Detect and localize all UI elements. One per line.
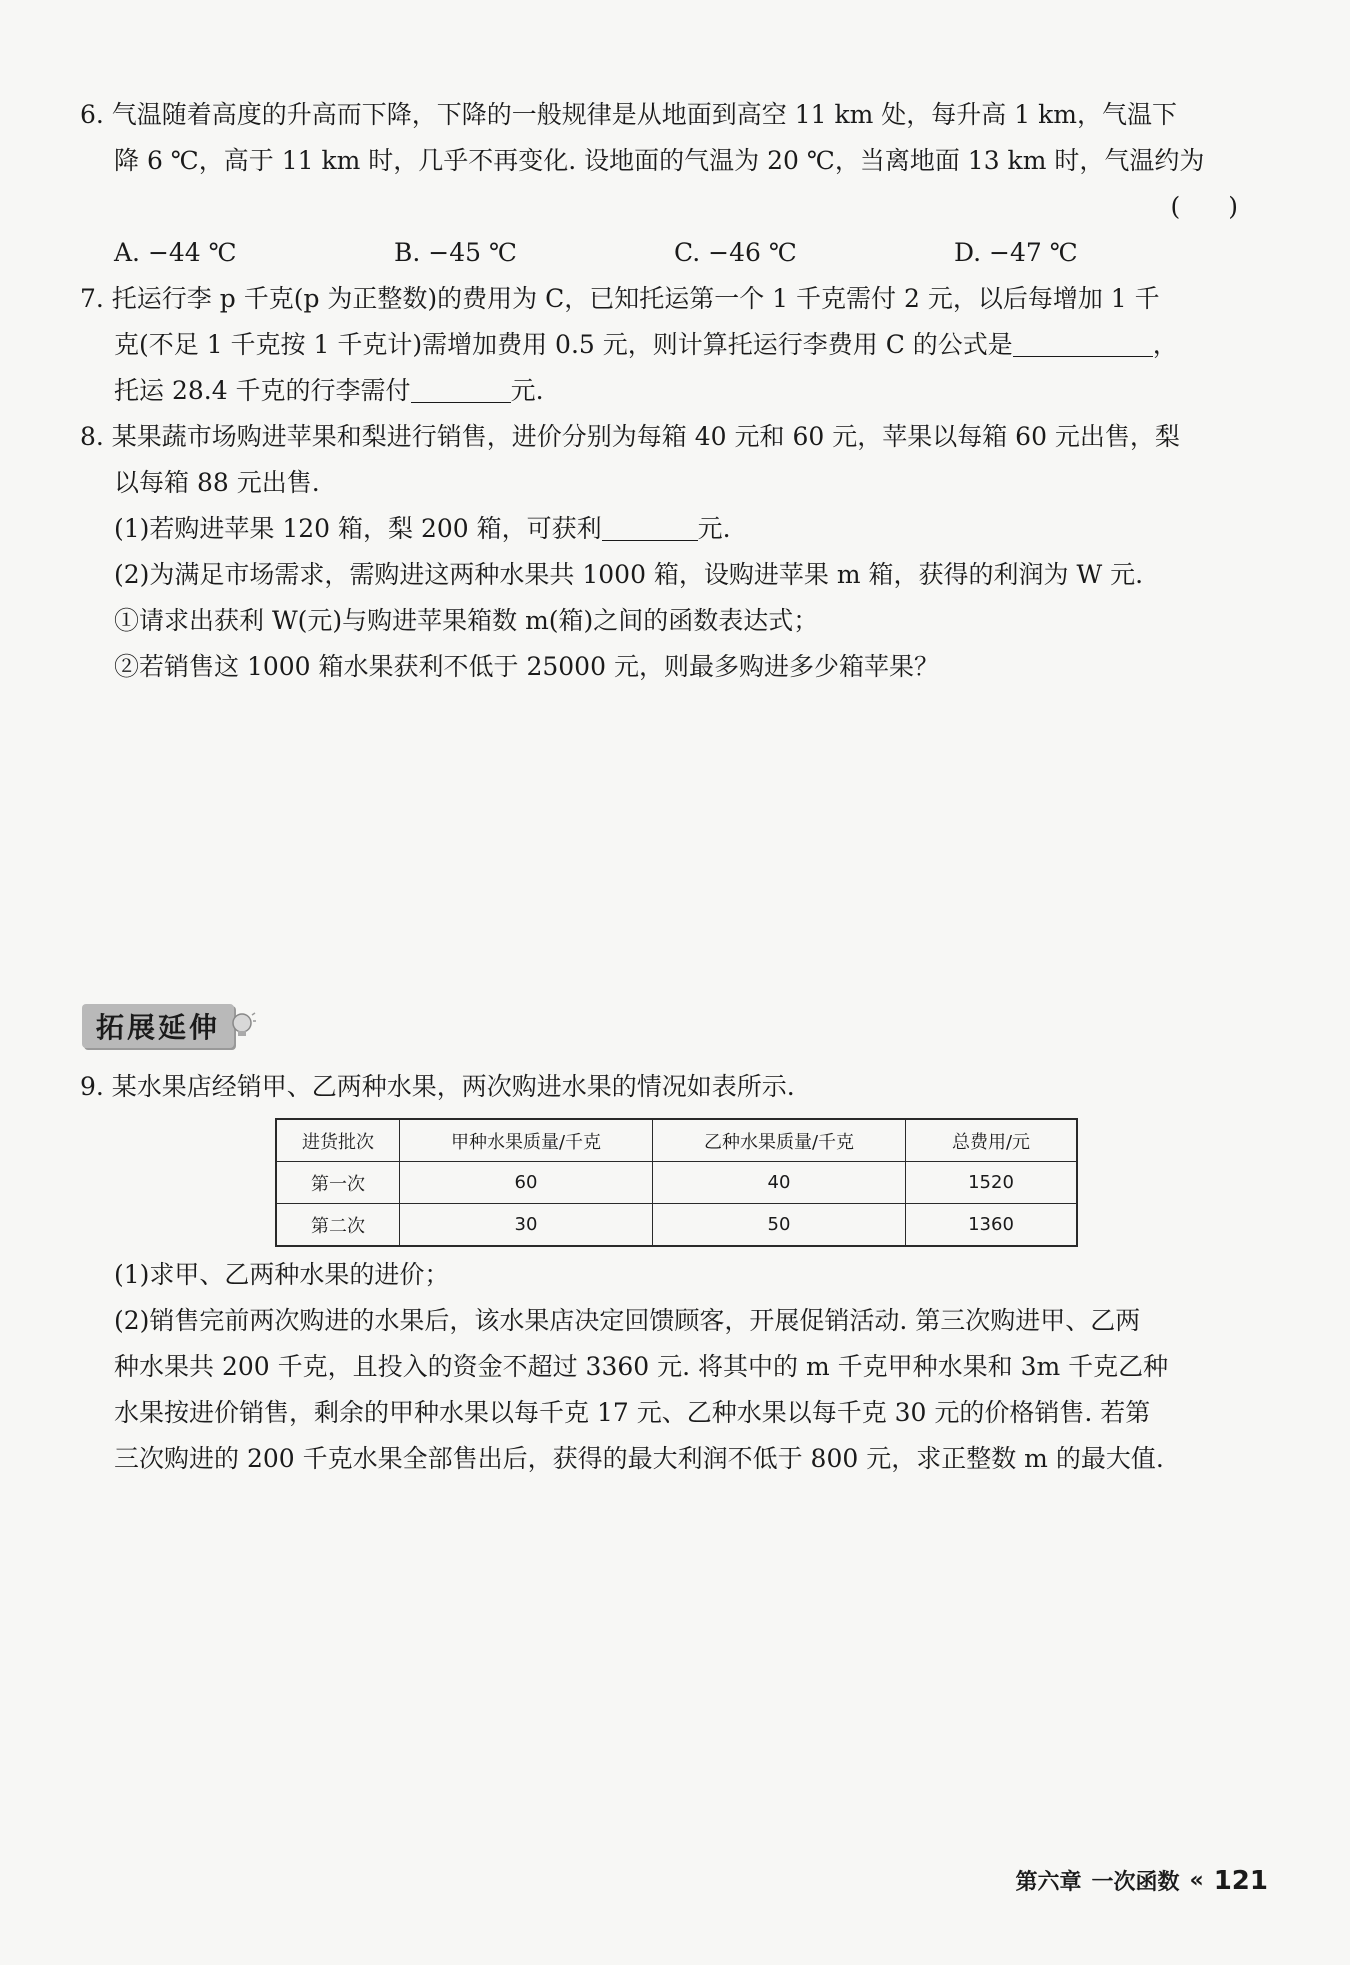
q8-part-2a: ①请求出获利 W(元)与购进苹果箱数 m(箱)之间的函数表达式； xyxy=(114,606,819,635)
q6-choice-c: C. −46 ℃ xyxy=(674,238,797,267)
q7-line-3-end: 元. xyxy=(510,376,544,405)
q6-choices xyxy=(80,230,1260,276)
q8-part-2b: ②若销售这 1000 箱水果获利不低于 25000 元，则最多购进多少箱苹果？ xyxy=(114,652,939,681)
q8-part-1-text: (1)若购进苹果 120 箱，梨 200 箱，可获利 xyxy=(114,514,602,543)
table-cell: 30 xyxy=(400,1204,653,1247)
question-8 xyxy=(80,414,1260,690)
question-6 xyxy=(80,92,1260,276)
section-title: 拓展延伸 xyxy=(82,1004,234,1048)
q8-part-1 xyxy=(80,506,1260,552)
q7-formula-blank[interactable] xyxy=(1013,332,1153,357)
q8-line-2: 以每箱 88 元出售. xyxy=(114,468,320,497)
q7-line-2-text: 克(不足 1 千克按 1 千克计)需增加费用 0.5 元，则计算托运行李费用 C 的公式是 xyxy=(114,330,1013,359)
q6-choice-a: A. −44 ℃ xyxy=(114,238,237,267)
page-number: 121 xyxy=(1213,1865,1268,1896)
table-cell: 第二次 xyxy=(276,1204,400,1247)
q9-part-2-line-3: 水果按进价销售，剩余的甲种水果以每千克 17 元、乙种水果以每千克 30 元的价格销售. 若第 xyxy=(114,1398,1151,1427)
purchase-table xyxy=(275,1118,1078,1247)
q9-part-1: (1)求甲、乙两种水果的进价； xyxy=(114,1260,450,1289)
q6-choice-b: B. −45 ℃ xyxy=(394,238,517,267)
q8-profit-blank[interactable] xyxy=(602,516,698,541)
table-cell: 1520 xyxy=(906,1162,1078,1204)
table-cell: 60 xyxy=(400,1162,653,1204)
section-badge xyxy=(82,1003,256,1049)
table-header-row xyxy=(276,1119,1077,1162)
chapter-label: 第六章 xyxy=(1015,1870,1082,1895)
table-header-cell: 乙种水果质量/千克 xyxy=(653,1119,906,1162)
table-cell: 40 xyxy=(653,1162,906,1204)
table-cell: 1360 xyxy=(906,1204,1078,1247)
page-footer xyxy=(1015,1865,1268,1896)
question-9 xyxy=(80,1064,1260,1110)
chapter-title: 一次函数 xyxy=(1091,1870,1180,1895)
table-row xyxy=(276,1204,1077,1247)
question-9-parts xyxy=(80,1252,1260,1482)
double-chevron-icon: « xyxy=(1189,1868,1204,1893)
lightbulb-icon xyxy=(230,1011,256,1041)
q7-line-3-text: 托运 28.4 千克的行李需付 xyxy=(114,376,411,405)
q9-intro: 9. 某水果店经销甲、乙两种水果，两次购进水果的情况如表所示. xyxy=(80,1072,795,1101)
q6-answer-paren: ( ) xyxy=(1170,192,1258,221)
q7-line-3 xyxy=(80,368,1260,414)
q6-line-2: 降 6 ℃，高于 11 km 时，几乎不再变化. 设地面的气温为 20 ℃，当离地面 13 km 时，气温约为 xyxy=(114,146,1205,175)
table-cell: 第一次 xyxy=(276,1162,400,1204)
question-7 xyxy=(80,276,1260,414)
q7-cost-blank[interactable] xyxy=(411,378,511,403)
q7-line-1: 7. 托运行李 p 千克(p 为正整数)的费用为 C，已知托运第一个 1 千克需付 2 元，以后每增加 1 千 xyxy=(80,284,1160,313)
q8-part-1-end: 元. xyxy=(697,514,731,543)
q7-line-2-end: ， xyxy=(1152,330,1178,359)
table-header-cell: 进货批次 xyxy=(276,1119,400,1162)
table-cell: 50 xyxy=(653,1204,906,1247)
q9-part-2-line-2: 种水果共 200 千克，且投入的资金不超过 3360 元. 将其中的 m 千克甲种水果和 3m 千克乙种 xyxy=(114,1352,1169,1381)
q8-part-2: (2)为满足市场需求，需购进这两种水果共 1000 箱，设购进苹果 m 箱，获得的利润为 W 元. xyxy=(114,560,1144,589)
q8-line-1: 8. 某果蔬市场购进苹果和梨进行销售，进价分别为每箱 40 元和 60 元，苹果以每箱 60 元出售，梨 xyxy=(80,422,1180,451)
table-header-cell: 甲种水果质量/千克 xyxy=(400,1119,653,1162)
table-header-cell: 总费用/元 xyxy=(906,1119,1078,1162)
q7-line-2 xyxy=(80,322,1260,368)
table-row xyxy=(276,1162,1077,1204)
q9-part-2-line-4: 三次购进的 200 千克水果全部售出后，获得的最大利润不低于 800 元，求正整数 m 的最大值. xyxy=(114,1444,1164,1473)
q9-part-2-line-1: (2)销售完前两次购进的水果后，该水果店决定回馈顾客，开展促销活动. 第三次购进甲、乙两 xyxy=(114,1306,1141,1335)
q6-line-1: 6. 气温随着高度的升高而下降，下降的一般规律是从地面到高空 11 km 处，每升高 1 km，气温下 xyxy=(80,100,1177,129)
q6-choice-d: D. −47 ℃ xyxy=(954,238,1078,267)
